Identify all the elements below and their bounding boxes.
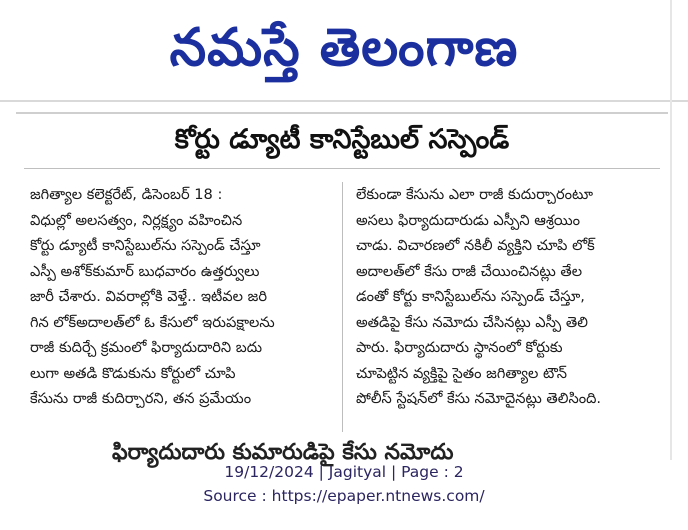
masthead-divider <box>0 100 688 102</box>
footer-source-line[interactable]: Source : https://epaper.ntnews.com/ <box>203 487 485 505</box>
footer-date-line: 19/12/2024 | Jagityal | Page : 2 <box>224 463 464 481</box>
article-text-line: విధుల్లో అలసత్వం, నిర్లక్ష్యం వహించిన <box>30 211 243 229</box>
article-text-line: రాజీ కుదిర్చే క్రమంలో ఫిర్యాదుదారిని బదు <box>30 339 263 356</box>
column-divider <box>342 182 343 432</box>
article-text-line: అసలు ఫిర్యాదుదారుడు ఎస్పీని ఆశ్రయిం <box>356 211 581 229</box>
article-column-left <box>30 182 330 412</box>
article-text-line: చూపెట్టిన వ్యక్తిపై సైతం జగిత్యాల టౌన్ <box>356 364 568 382</box>
article-text-line: పారు. ఫిర్యాదుదారు స్థానంలో కోర్టుకు <box>356 339 563 356</box>
cut-off-headline <box>112 436 582 465</box>
clipping-footer <box>0 460 688 508</box>
article-text-line: గిన లోక్‌అదాలత్‌లో ఓ కేసులో ఇరుపక్షాలను <box>30 313 275 331</box>
article-clip <box>16 112 668 465</box>
article-text-line: పోలీస్ స్టేషన్‌లో కేసు నమోదైనట్లు తెలిసింది. <box>356 390 602 407</box>
article-column-right <box>356 182 656 412</box>
article-text-line: ఎస్పీ అశోక్‌కుమార్ బుధవారం ఉత్తర్వులు <box>30 262 260 280</box>
article-text-line: లుగా అతడి కొడుకును కోర్టులో చూపి <box>30 364 236 382</box>
headline-divider <box>24 168 660 169</box>
newspaper-logo: నమస్తే తెలంగాణ <box>169 18 519 78</box>
article-text-line: అతడిపై కేసు నమోదు చేసినట్లు ఎస్పీ తెలి <box>356 313 588 331</box>
cut-off-headline-text: ఫిర్యాదుదారు కుమారుడిపై కేసు నమోదు <box>112 440 454 465</box>
article-text-line: డంతో కోర్టు కానిస్టేబుల్‌ను సస్పెండ్ చేస్తూ, <box>356 288 585 305</box>
article-text-line: కోర్టు డ్యూటీ కానిస్టేబుల్‌ను సస్పెండ్ చేస్తూ <box>30 237 261 254</box>
article-text-line: లేకుండా కేసును ఎలా రాజీ కుదుర్చారంటూ <box>356 186 594 203</box>
page-edge <box>670 0 672 460</box>
article-text-line: అదాలత్‌లో కేసు రాజీ చేయించినట్లు తేల <box>356 262 583 280</box>
article-text-line: చాడు. విచారణలో నకిలీ వ్యక్తిని చూపి లోక్ <box>356 237 595 254</box>
article-text-line: కేసును రాజీ కుదిర్చారని, తన ప్రమేయం <box>30 390 252 407</box>
masthead <box>0 0 688 96</box>
article-text-line: జగిత్యాల కలెక్టరేట్, డిసెంబర్ 18 : <box>30 186 223 203</box>
article-headline: కోర్టు డ్యూటీ కానిస్టేబుల్ సస్పెండ్ <box>174 124 510 155</box>
article-text-line: జారీ చేశారు. వివరాల్లోకి వెళ్తే.. ఇటీవల జరి <box>30 288 267 305</box>
